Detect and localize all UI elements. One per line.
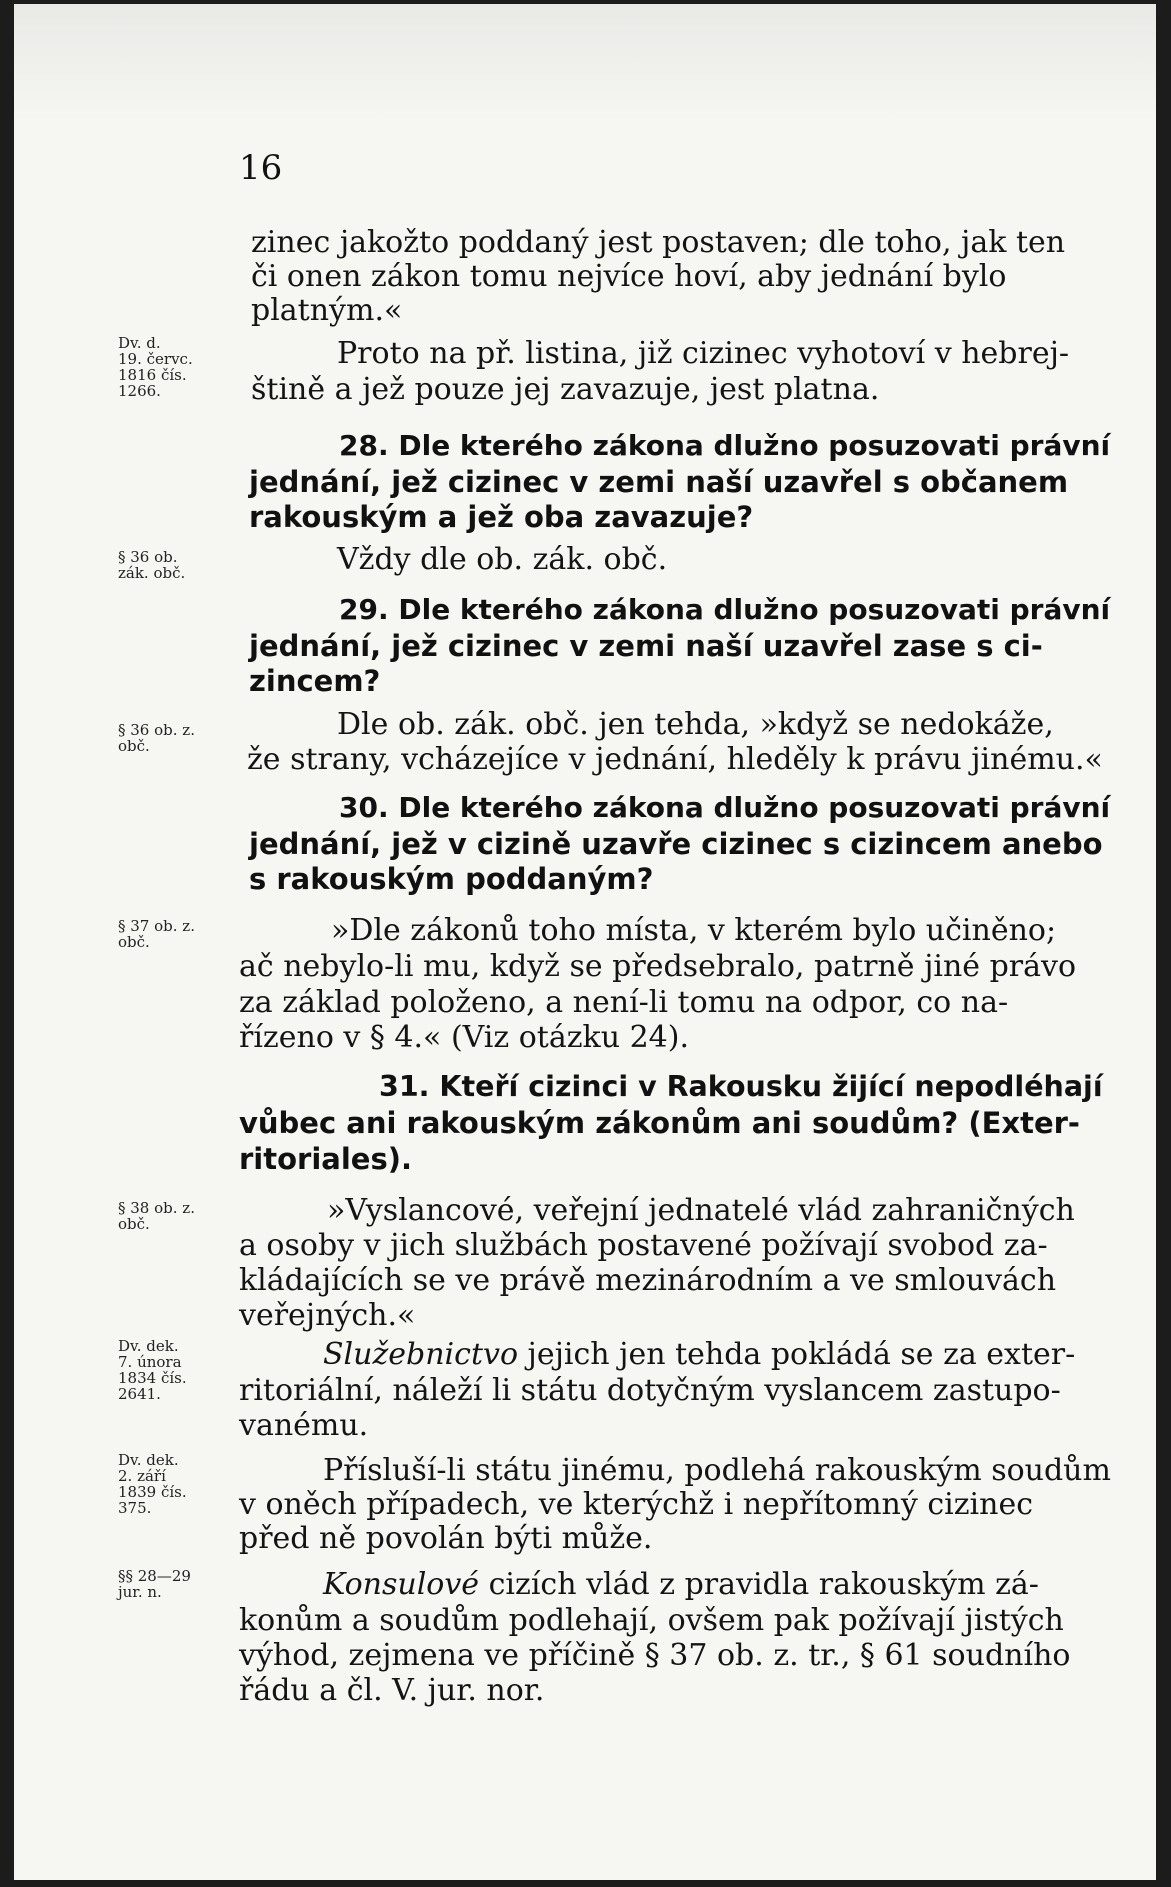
text-line: v oněch případech, ve kterýchž i nepřítomný cizinec [239,1487,1034,1522]
book-page [14,4,1156,1880]
text-line: za základ položeno, a není-li tomu na odpor, co na- [239,985,1009,1020]
emphasis-word: Konsulové [323,1567,480,1602]
question-heading: zincem? [249,664,381,698]
text-line [323,1338,1156,1372]
text-line: a osoby v jich službách postavené požívají svobod za- [239,1228,1048,1263]
text-line: Dle ob. zák. obč. jen tehda, »když se nedokáže, [337,707,1054,742]
margin-note: §§ 28—29 jur. n. [118,1567,191,1601]
text-line: výhod, zejmena ve příčině § 37 ob. z. tr., § 61 soudního [239,1638,1071,1673]
margin-note: § 36 ob. zák. obč. [118,548,186,582]
question-heading: 29. Dle kterého zákona dlužno posuzovati právní [339,593,1111,626]
text-line: veřejných.« [239,1298,416,1333]
text-line: ritoriální, náleží li státu dotyčným vyslancem zastupo- [239,1373,1061,1408]
question-heading: 31. Kteří cizinci v Rakousku žijící nepodléhají [379,1070,1103,1103]
text-line [323,1568,1156,1602]
margin-note: § 38 ob. z. obč. [118,1199,195,1233]
text-line: štině a jež pouze jej zavazuje, jest platna. [251,372,880,407]
question-heading: ritoriales). [239,1142,412,1176]
emphasis-word: Služebnictvo [323,1337,519,1372]
text-line: Proto na př. listina, již cizinec vyhotoví v hebrej- [337,336,1070,371]
text-line: řízeno v § 4.« (Viz otázku 24). [239,1020,689,1055]
text-line: platným.« [251,293,403,328]
text-line: »Vyslancové, veřejní jednatelé vlád zahraničných [327,1193,1075,1228]
page-number: 16 [239,148,283,188]
text-line: před ně povolán býti může. [239,1521,653,1556]
margin-note: Dv. dek. 7. února 1834 čís. 2641. [118,1337,187,1403]
text-line: Vždy dle ob. zák. obč. [337,542,668,577]
margin-note: § 37 ob. z. obč. [118,917,195,951]
text-line: kládajících se ve právě mezinárodním a ve smlouvách [239,1263,1057,1298]
question-heading: 28. Dle kterého zákona dlužno posuzovati právní [339,429,1111,462]
question-heading: jednání, jež v cizině uzavře cizinec s cizincem anebo [249,827,1103,861]
text-line: »Dle zákonů toho místa, v kterém bylo učiněno; [331,913,1057,948]
question-heading: jednání, jež cizinec v zemi naší uzavřel zase s ci- [249,629,1043,663]
text-line-rest: jejich jen tehda pokládá se za exter- [518,1337,1076,1372]
question-heading: s rakouským poddaným? [249,862,654,896]
text-line: či onen zákon tomu nejvíce hoví, aby jednání bylo [251,259,1007,294]
margin-note: § 36 ob. z. obč. [118,721,195,755]
text-line: ač nebylo-li mu, když se předsebralo, patrně jiné právo [239,949,1077,984]
text-line: zinec jakožto poddaný jest postaven; dle toho, jak ten [251,225,1066,260]
margin-note: Dv. d. 19. červc. 1816 čís. 1266. [118,334,193,400]
margin-note: Dv. dek. 2. září 1839 čís. 375. [118,1451,187,1517]
text-line: Přísluší-li státu jinému, podlehá rakouským soudům [323,1453,1111,1488]
question-heading: jednání, jež cizinec v zemi naší uzavřel s občanem [249,465,1069,499]
question-heading: 30. Dle kterého zákona dlužno posuzovati právní [339,791,1111,824]
text-line: vanému. [239,1408,369,1443]
text-line: konům a soudům podlehají, ovšem pak požívají jistých [239,1603,1064,1638]
page-shadow [14,4,1156,124]
text-line-rest: cizích vlád z pravidla rakouským zá- [479,1567,1039,1602]
text-line: řádu a čl. V. jur. nor. [239,1673,545,1708]
text-line: že strany, vcházejíce v jednání, hleděly k právu jinému.« [247,742,1103,777]
question-heading: vůbec ani rakouským zákonům ani soudům? (Exter- [239,1106,1080,1140]
question-heading: rakouským a jež oba zavazuje? [249,500,754,534]
